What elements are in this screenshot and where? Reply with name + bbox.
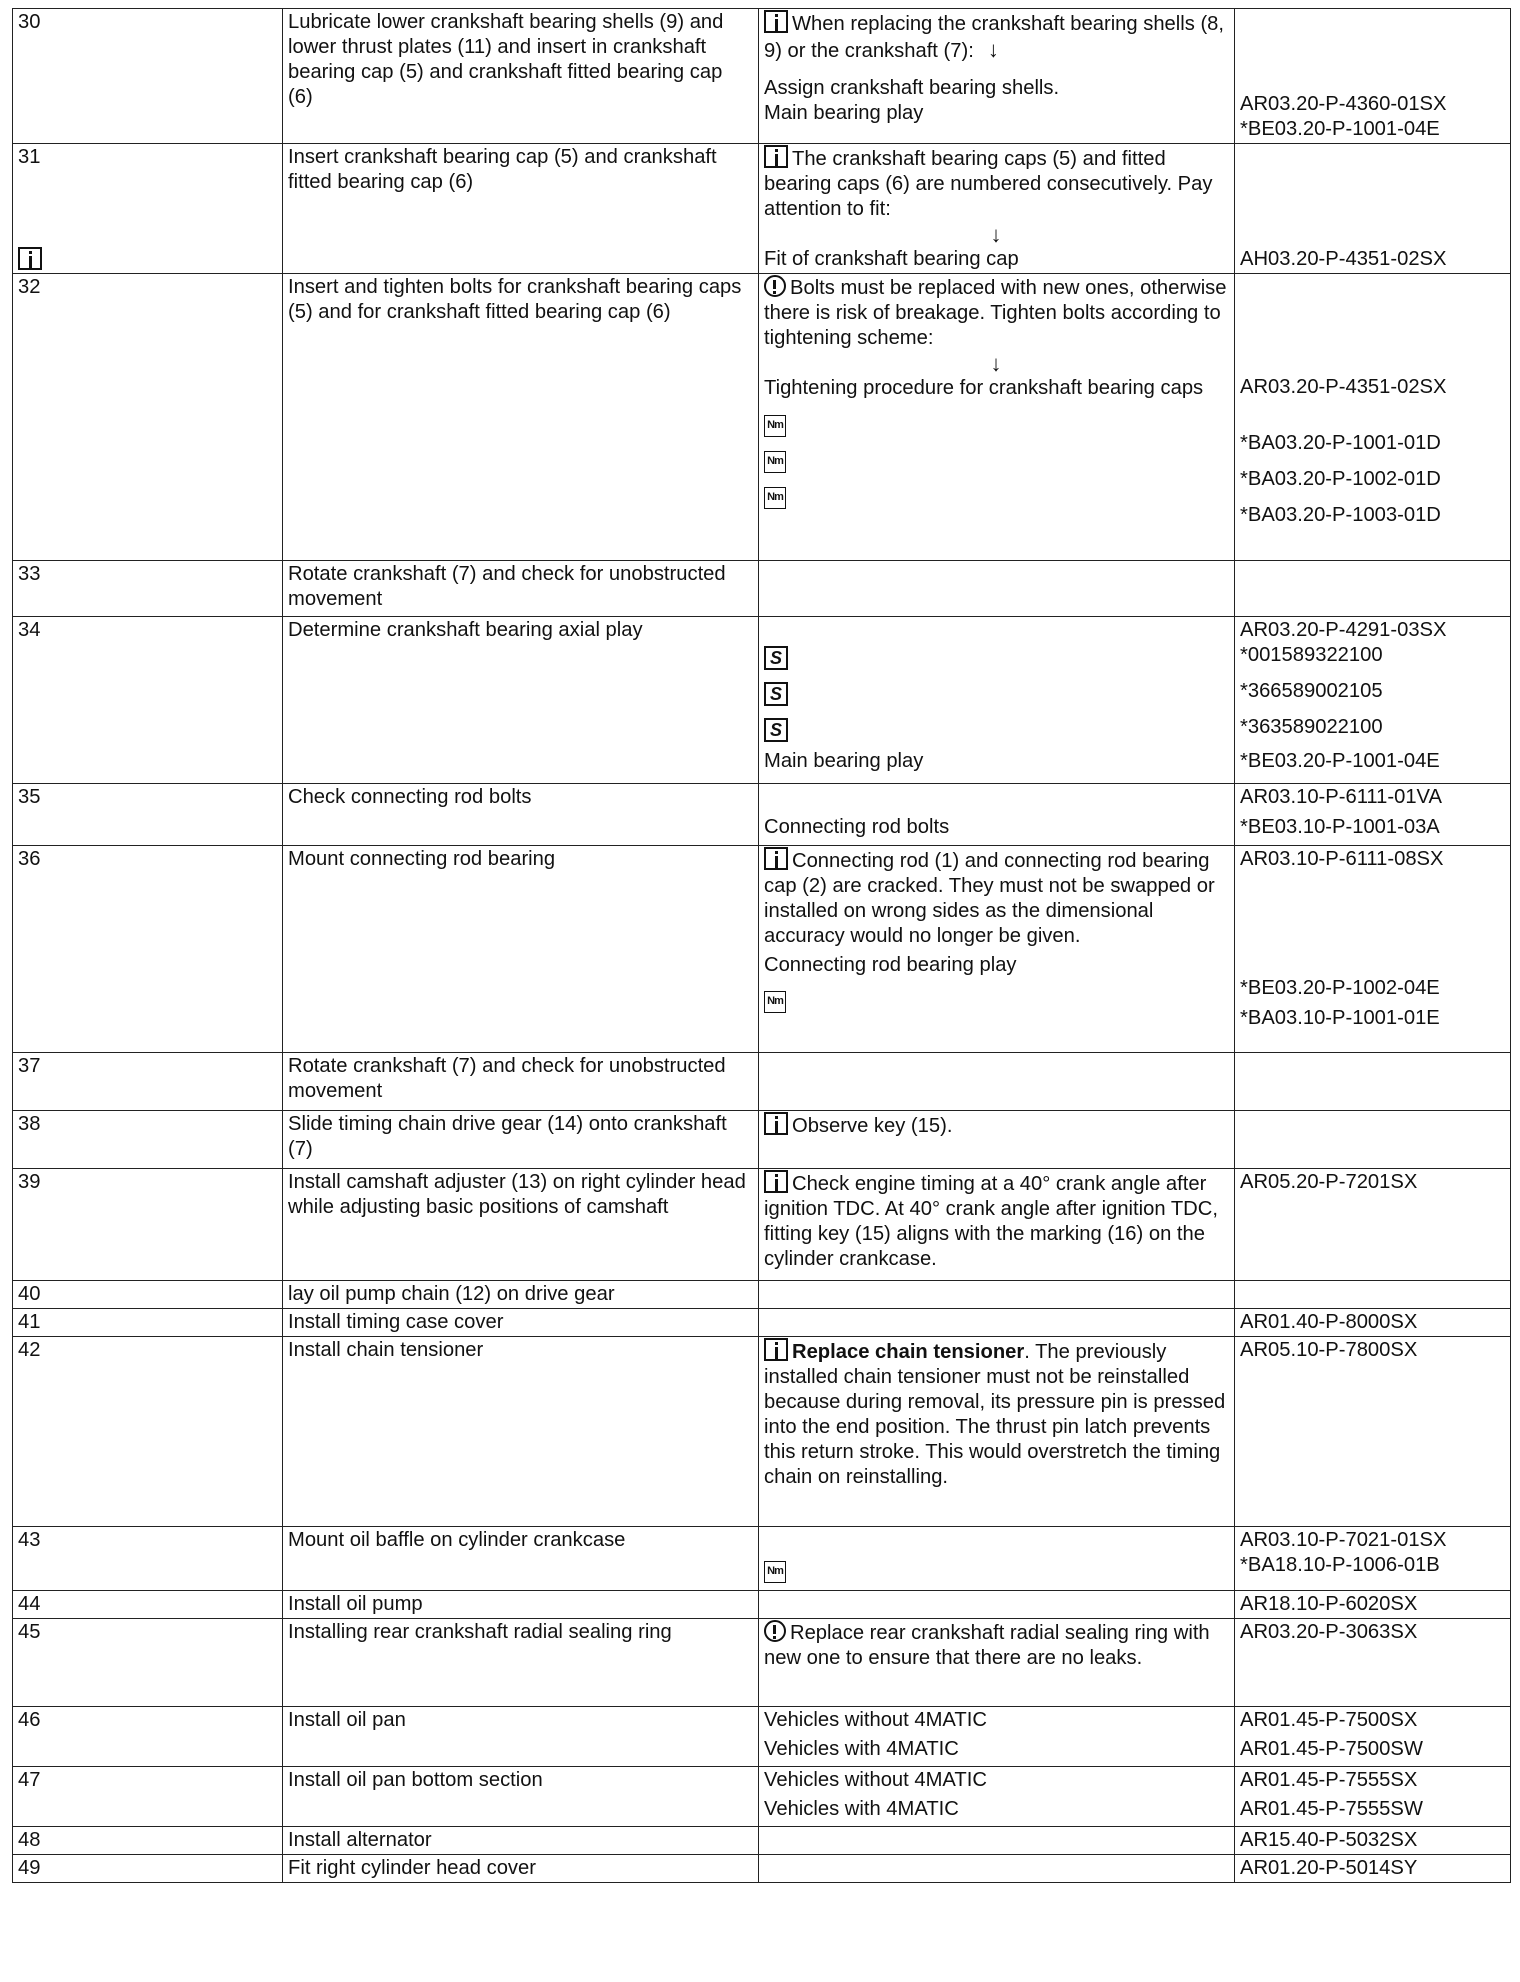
down-arrow-icon: ↓ — [990, 351, 1002, 376]
note-cell: Check engine timing at a 40° crank angle after ignition TDC. At 40° crank angle after ignition TDC, fitting key (15) aligns with the marking (16) on the cylinder crankcase. — [759, 1169, 1235, 1281]
table-row — [13, 617, 1511, 784]
note-cell: The crankshaft bearing caps (5) and fitted bearing caps (6) are numbered consecutively. Pay attention to fit: ↓ Fit of crankshaft bearing cap — [759, 144, 1235, 274]
table-row — [13, 1527, 1511, 1591]
sub-text: Main bearing play — [764, 750, 924, 772]
reference-cell — [1235, 561, 1511, 617]
note-cell — [759, 1527, 1235, 1591]
action-cell: Install camshaft adjuster (13) on right cylinder head while adjusting basic positions of camshaft — [283, 1169, 759, 1281]
table-row — [13, 1281, 1511, 1309]
table-row — [13, 9, 1511, 144]
reference-cell — [1235, 1591, 1511, 1619]
reference-link[interactable]: AR15.40-P-5032SX — [1240, 1829, 1418, 1851]
table-row — [13, 1053, 1511, 1111]
reference-cell — [1235, 1111, 1511, 1169]
torque-nm-icon: Nm — [764, 991, 786, 1013]
sub-text: Fit of crankshaft bearing cap — [764, 248, 1019, 270]
step-number: 30 — [13, 9, 283, 144]
sub-text: Assign crankshaft bearing shells. — [764, 77, 1060, 99]
torque-nm-icon: Nm — [764, 451, 786, 473]
reference-link[interactable]: AR01.45-P-7500SW — [1240, 1738, 1423, 1760]
reference-link[interactable]: AR03.20-P-4351-02SX — [1240, 376, 1447, 398]
note-cell — [759, 1281, 1235, 1309]
step-number: 49 — [13, 1855, 283, 1883]
reference-link[interactable]: *BE03.20-P-1001-04E — [1240, 118, 1440, 140]
action-cell: Lubricate lower crankshaft bearing shells (9) and lower thrust plates (11) and insert in crankshaft bearing cap (5) and crankshaft fitted bearing cap (6) — [283, 9, 759, 144]
special-tool-icon: S — [764, 646, 788, 670]
step-number: 45 — [13, 1619, 283, 1707]
note-emphasis: Replace chain tensioner — [792, 1341, 1025, 1363]
action-cell: Fit right cylinder head cover — [283, 1855, 759, 1883]
note-cell: Replace rear crankshaft radial sealing ring with new one to ensure that there are no leaks. — [759, 1619, 1235, 1707]
sub-text: Tightening procedure for crankshaft bearing caps — [764, 377, 1204, 399]
reference-cell — [1235, 1827, 1511, 1855]
reference-cell — [1235, 144, 1511, 274]
reference-link[interactable]: AR03.10-P-6111-08SX — [1240, 848, 1444, 870]
table-row — [13, 1767, 1511, 1827]
note-cell — [759, 1767, 1235, 1827]
action-cell: Install chain tensioner — [283, 1337, 759, 1527]
reference-link[interactable]: AR01.20-P-5014SY — [1240, 1857, 1418, 1879]
sub-text: Connecting rod bolts — [764, 816, 950, 838]
down-arrow-icon: ↓ — [987, 37, 999, 62]
action-cell: lay oil pump chain (12) on drive gear — [283, 1281, 759, 1309]
info-icon — [764, 10, 788, 33]
reference-cell — [1235, 846, 1511, 1053]
table-row — [13, 1827, 1511, 1855]
reference-link[interactable]: *001589322100 — [1240, 644, 1383, 666]
reference-link[interactable]: AR03.20-P-4360-01SX — [1240, 93, 1447, 115]
reference-link[interactable]: AR03.20-P-4291-03SX — [1240, 619, 1447, 641]
info-icon — [764, 145, 788, 168]
note-cell — [759, 1707, 1235, 1767]
info-icon — [18, 247, 42, 270]
reference-cell — [1235, 1337, 1511, 1527]
info-icon — [764, 1338, 788, 1361]
action-cell: Install alternator — [283, 1827, 759, 1855]
reference-link[interactable]: *BA03.10-P-1001-01E — [1240, 1007, 1440, 1029]
action-cell: Install oil pan — [283, 1707, 759, 1767]
step-number: 41 — [13, 1309, 283, 1337]
table-row — [13, 144, 1511, 274]
info-icon — [764, 1170, 788, 1193]
note-cell: When replacing the crankshaft bearing shells (8, 9) or the crankshaft (7): ↓ Assign crankshaft bearing shells. Main bearing play — [759, 9, 1235, 144]
table-row — [13, 274, 1511, 561]
reference-link[interactable]: AH03.20-P-4351-02SX — [1240, 248, 1447, 270]
step-number: 34 — [13, 617, 283, 784]
reference-cell — [1235, 1281, 1511, 1309]
step-number: 35 — [13, 784, 283, 846]
reference-cell — [1235, 617, 1511, 784]
note-cell: Replace chain tensioner. The previously installed chain tensioner must not be reinstalled because during removal, its pressure pin is pressed into the end position. The thrust pin latch prevents this return stroke. This would overstretch the timing chain on reinstalling. — [759, 1337, 1235, 1527]
note-cell — [759, 617, 1235, 784]
action-cell: Slide timing chain drive gear (14) onto crankshaft (7) — [283, 1111, 759, 1169]
reference-cell — [1235, 784, 1511, 846]
down-arrow-icon: ↓ — [990, 222, 1002, 247]
reference-link[interactable]: AR18.10-P-6020SX — [1240, 1593, 1418, 1615]
reference-cell — [1235, 1707, 1511, 1767]
table-row — [13, 846, 1511, 1053]
torque-nm-icon: Nm — [764, 415, 786, 437]
table-row — [13, 1337, 1511, 1527]
action-cell: Rotate crankshaft (7) and check for unobstructed movement — [283, 1053, 759, 1111]
reference-cell — [1235, 1527, 1511, 1591]
procedure-page — [12, 8, 1510, 1883]
action-cell: Insert and tighten bolts for crankshaft bearing caps (5) and for crankshaft fitted bearing cap (6) — [283, 274, 759, 561]
sub-text: Main bearing play — [764, 102, 924, 124]
reference-link[interactable]: AR01.45-P-7500SX — [1240, 1709, 1418, 1731]
action-cell: Installing rear crankshaft radial sealing ring — [283, 1619, 759, 1707]
info-icon — [764, 847, 788, 870]
warning-icon — [764, 1620, 786, 1642]
reference-cell — [1235, 1053, 1511, 1111]
table-row — [13, 1855, 1511, 1883]
step-number: 31 — [13, 144, 283, 274]
reference-link[interactable]: AR01.45-P-7555SW — [1240, 1798, 1423, 1820]
reference-link[interactable]: *BE03.20-P-1002-04E — [1240, 977, 1440, 999]
table-row — [13, 1619, 1511, 1707]
reference-link[interactable]: AR05.10-P-7800SX — [1240, 1339, 1418, 1361]
note-cell: Bolts must be replaced with new ones, otherwise there is risk of breakage. Tighten bolts according to tightening scheme: ↓ Tightening procedure for crankshaft bearing caps Nm Nm Nm — [759, 274, 1235, 561]
action-cell: Mount connecting rod bearing — [283, 846, 759, 1053]
step-number: 37 — [13, 1053, 283, 1111]
action-cell: Mount oil baffle on cylinder crankcase — [283, 1527, 759, 1591]
reference-cell — [1235, 1619, 1511, 1707]
table-row — [13, 1591, 1511, 1619]
info-icon — [764, 1112, 788, 1135]
note-cell — [759, 1053, 1235, 1111]
step-number: 47 — [13, 1767, 283, 1827]
note-cell — [759, 1309, 1235, 1337]
sub-text: Connecting rod bearing play — [764, 954, 1017, 976]
action-cell: Install oil pan bottom section — [283, 1767, 759, 1827]
reference-cell — [1235, 1767, 1511, 1827]
reference-link[interactable]: AR03.10-P-7021-01SX — [1240, 1529, 1447, 1551]
note-cell — [759, 561, 1235, 617]
table-row — [13, 1111, 1511, 1169]
warning-icon — [764, 275, 786, 297]
reference-cell — [1235, 9, 1511, 144]
sub-text: Vehicles without 4MATIC — [764, 1709, 987, 1731]
reference-link[interactable]: *366589002105 — [1240, 680, 1383, 702]
procedure-table — [12, 8, 1511, 1883]
step-number: 36 — [13, 846, 283, 1053]
reference-link[interactable]: *BA03.20-P-1002-01D — [1240, 468, 1441, 490]
note-cell — [759, 1855, 1235, 1883]
step-number: 43 — [13, 1527, 283, 1591]
reference-link[interactable]: *363589022100 — [1240, 716, 1383, 738]
reference-link[interactable]: *BA03.20-P-1001-01D — [1240, 432, 1441, 454]
reference-link[interactable]: AR05.20-P-7201SX — [1240, 1171, 1418, 1193]
reference-link[interactable]: *BE03.10-P-1001-03A — [1240, 816, 1440, 838]
action-cell: Install timing case cover — [283, 1309, 759, 1337]
reference-link[interactable]: *BA03.20-P-1003-01D — [1240, 504, 1441, 526]
reference-link[interactable]: AR03.20-P-3063SX — [1240, 1621, 1418, 1643]
step-number: 48 — [13, 1827, 283, 1855]
table-row — [13, 1707, 1511, 1767]
reference-link[interactable]: AR01.40-P-8000SX — [1240, 1311, 1418, 1333]
action-cell: Check connecting rod bolts — [283, 784, 759, 846]
step-number: 40 — [13, 1281, 283, 1309]
step-number: 39 — [13, 1169, 283, 1281]
action-cell: Install oil pump — [283, 1591, 759, 1619]
table-row — [13, 1169, 1511, 1281]
reference-link[interactable]: *BE03.20-P-1001-04E — [1240, 750, 1440, 772]
reference-link[interactable]: AR03.10-P-6111-01VA — [1240, 786, 1442, 808]
note-cell: Connecting rod (1) and connecting rod bearing cap (2) are cracked. They must not be swapped or installed on wrong sides as the dimensional accuracy would no longer be given. Connecting rod bearing play Nm — [759, 846, 1235, 1053]
reference-cell — [1235, 1169, 1511, 1281]
step-number: 38 — [13, 1111, 283, 1169]
action-cell: Insert crankshaft bearing cap (5) and crankshaft fitted bearing cap (6) — [283, 144, 759, 274]
reference-cell — [1235, 1309, 1511, 1337]
note-cell: Observe key (15). — [759, 1111, 1235, 1169]
note-cell — [759, 1591, 1235, 1619]
torque-nm-icon: Nm — [764, 1561, 786, 1583]
action-cell: Determine crankshaft bearing axial play — [283, 617, 759, 784]
sub-text: Vehicles with 4MATIC — [764, 1798, 959, 1820]
step-number: 42 — [13, 1337, 283, 1527]
reference-link[interactable]: AR01.45-P-7555SX — [1240, 1769, 1418, 1791]
reference-link[interactable]: *BA18.10-P-1006-01B — [1240, 1554, 1440, 1576]
sub-text: Vehicles with 4MATIC — [764, 1738, 959, 1760]
reference-cell — [1235, 274, 1511, 561]
sub-text: Vehicles without 4MATIC — [764, 1769, 987, 1791]
special-tool-icon: S — [764, 718, 788, 742]
special-tool-icon: S — [764, 682, 788, 706]
table-row — [13, 784, 1511, 846]
step-number: 46 — [13, 1707, 283, 1767]
step-number: 33 — [13, 561, 283, 617]
step-number: 44 — [13, 1591, 283, 1619]
table-row — [13, 1309, 1511, 1337]
reference-cell — [1235, 1855, 1511, 1883]
table-row — [13, 561, 1511, 617]
step-number: 32 — [13, 274, 283, 561]
action-cell: Rotate crankshaft (7) and check for unobstructed movement — [283, 561, 759, 617]
torque-nm-icon: Nm — [764, 487, 786, 509]
note-cell — [759, 784, 1235, 846]
note-cell — [759, 1827, 1235, 1855]
